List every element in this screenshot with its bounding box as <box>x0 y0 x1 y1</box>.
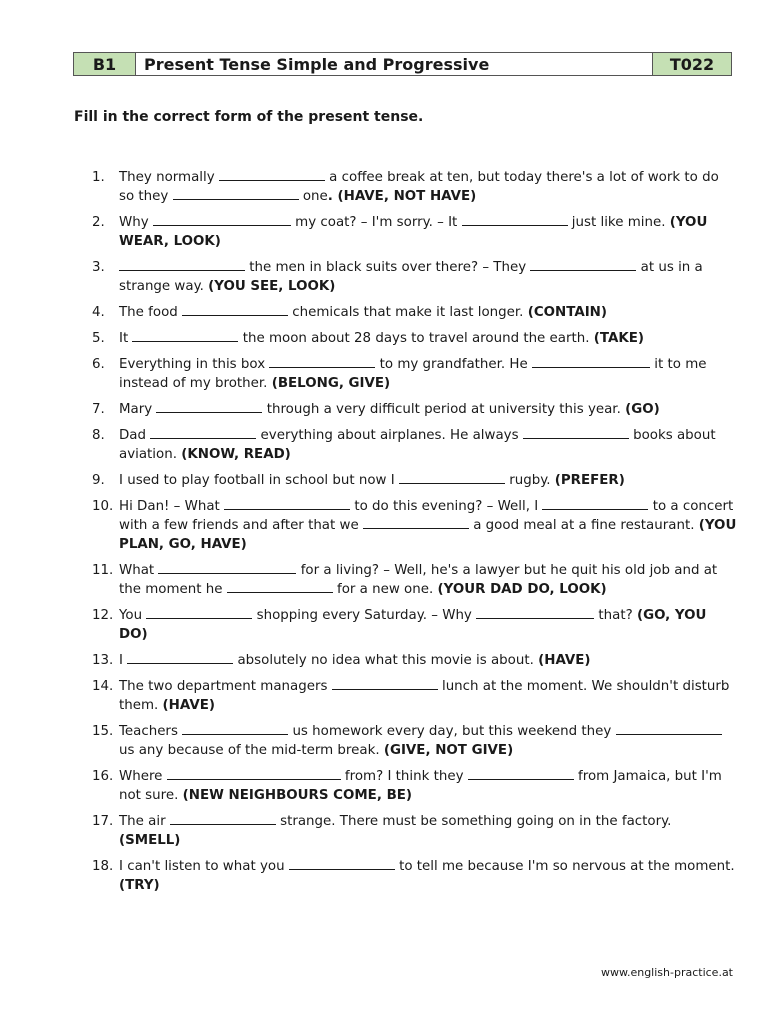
answer-blank[interactable] <box>182 303 288 316</box>
item-number: 14. <box>92 679 114 694</box>
verb-hint: (GO) <box>625 402 660 417</box>
answer-blank[interactable] <box>542 497 648 510</box>
answer-blank[interactable] <box>150 426 256 439</box>
item-number: 12. <box>92 608 114 623</box>
exercise-item <box>92 329 737 348</box>
item-text <box>119 812 737 850</box>
sentence-text: I used to play football in school but now I <box>119 473 399 488</box>
answer-blank[interactable] <box>167 767 341 780</box>
verb-hint: (TAKE) <box>593 331 644 346</box>
sentence-text: It <box>119 331 133 346</box>
sentence-text: absolutely no idea what this movie is about. <box>233 653 539 668</box>
exercise-item <box>92 561 737 599</box>
answer-blank[interactable] <box>399 471 505 484</box>
verb-hint: (YOU PLAN, GO, HAVE) <box>119 518 737 552</box>
item-number: 4. <box>92 305 105 320</box>
exercise-item <box>92 722 737 760</box>
sentence-text: books about aviation. <box>119 428 716 462</box>
answer-blank[interactable] <box>523 426 629 439</box>
answer-blank[interactable] <box>156 400 262 413</box>
item-text <box>119 677 737 715</box>
item-number: 7. <box>92 402 105 417</box>
sentence-text: it to me instead of my brother. <box>119 357 707 391</box>
answer-blank[interactable] <box>224 497 350 510</box>
level-badge: B1 <box>74 53 136 75</box>
sentence-text: You <box>119 608 147 623</box>
exercise-item <box>92 471 737 490</box>
sentence-text: the moon about 28 days to travel around the earth. <box>238 331 594 346</box>
footer-url: www.english-practice.at <box>600 966 733 979</box>
sentence-text: I can't listen to what you <box>119 859 289 874</box>
item-number: 3. <box>92 260 105 275</box>
sentence-text: for a new one. <box>332 582 438 597</box>
sentence-text: The air <box>119 814 170 829</box>
sentence-text: to my grandfather. He <box>375 357 533 372</box>
verb-hint: (GO, YOU DO) <box>119 608 707 642</box>
item-number: 18. <box>92 859 114 874</box>
worksheet-title: Present Tense Simple and Progressive <box>136 53 653 75</box>
sentence-text: Where <box>119 769 167 784</box>
sentence-text: to do this evening? – Well, I <box>350 499 543 514</box>
item-text <box>119 561 737 599</box>
item-text <box>119 329 737 348</box>
item-text <box>119 857 737 895</box>
answer-blank[interactable] <box>289 857 395 870</box>
sentence-text: Dad <box>119 428 151 443</box>
exercise-item <box>92 651 737 670</box>
sentence-text: the men in black suits over there? – They <box>245 260 531 275</box>
sentence-text: The food <box>119 305 183 320</box>
verb-hint: (HAVE) <box>538 653 591 668</box>
item-number: 9. <box>92 473 105 488</box>
sentence-text: just like mine. <box>567 215 670 230</box>
answer-blank[interactable] <box>158 561 296 574</box>
sentence-text: Hi Dan! – What <box>119 499 225 514</box>
answer-blank[interactable] <box>227 580 333 593</box>
answer-blank[interactable] <box>532 355 650 368</box>
item-text <box>119 471 737 490</box>
verb-hint: (KNOW, READ) <box>181 447 291 462</box>
answer-blank[interactable] <box>132 329 238 342</box>
answer-blank[interactable] <box>363 516 469 529</box>
answer-blank[interactable] <box>153 213 291 226</box>
sentence-text: The two department managers <box>119 679 332 694</box>
item-text <box>119 606 737 644</box>
sentence-text: I <box>119 653 128 668</box>
verb-hint: (CONTAIN) <box>527 305 608 320</box>
sentence-text: for a living? – Well, he's a lawyer but he quit his old job and at the moment he <box>119 563 718 597</box>
exercise-item <box>92 767 737 805</box>
sentence-text: shopping every Saturday. – Why <box>252 608 477 623</box>
verb-hint: (YOU WEAR, LOOK) <box>119 215 708 249</box>
sentence-text: What <box>119 563 159 578</box>
item-text <box>119 722 737 760</box>
item-number: 13. <box>92 653 114 668</box>
exercise-item <box>92 497 737 554</box>
sentence-text: everything about airplanes. He always <box>256 428 523 443</box>
exercise-item <box>92 857 737 895</box>
sentence-text: They normally <box>119 170 219 185</box>
exercise-item <box>92 426 737 464</box>
sentence-text: from? I think they <box>340 769 468 784</box>
item-text <box>119 258 737 296</box>
sentence-text: Everything in this box <box>119 357 270 372</box>
exercise-item <box>92 812 737 850</box>
answer-blank[interactable] <box>170 812 276 825</box>
sentence-text: strange. There must be something going on in the factory. <box>275 814 672 829</box>
answer-blank[interactable] <box>182 722 288 735</box>
verb-hint: (NEW NEIGHBOURS COME, BE) <box>182 788 413 803</box>
item-number: 15. <box>92 724 114 739</box>
verb-hint: (HAVE) <box>162 698 215 713</box>
item-text <box>119 426 737 464</box>
answer-blank[interactable] <box>530 258 636 271</box>
answer-blank[interactable] <box>119 258 245 271</box>
verb-hint: (PREFER) <box>554 473 625 488</box>
exercise-item <box>92 258 737 296</box>
verb-hint: (GIVE, NOT GIVE) <box>383 743 514 758</box>
answer-blank[interactable] <box>173 187 299 200</box>
item-text <box>119 497 737 554</box>
sentence-text: to a concert with a few friends and after that we <box>119 499 734 533</box>
exercise-item <box>92 213 737 251</box>
verb-hint: (BELONG, GIVE) <box>271 376 391 391</box>
exercise-item <box>92 168 737 206</box>
worksheet-code: T022 <box>653 53 731 75</box>
item-text <box>119 213 737 251</box>
answer-blank[interactable] <box>462 213 568 226</box>
sentence-text: my coat? – I'm sorry. – It <box>290 215 462 230</box>
item-number: 5. <box>92 331 105 346</box>
answer-blank[interactable] <box>219 168 325 181</box>
exercise-item <box>92 400 737 419</box>
exercise-list <box>92 168 737 902</box>
worksheet-header <box>73 52 732 76</box>
sentence-text: that? <box>594 608 637 623</box>
sentence-text: lunch at the moment. We shouldn't disturb them. <box>119 679 730 713</box>
item-text <box>119 168 737 206</box>
item-number: 10. <box>92 499 114 514</box>
item-number: 16. <box>92 769 114 784</box>
item-text <box>119 400 737 419</box>
answer-blank[interactable] <box>476 606 594 619</box>
exercise-item <box>92 303 737 322</box>
sentence-text: a coffee break at ten, but today there's a lot of work to do so they <box>119 170 719 204</box>
answer-blank[interactable] <box>468 767 574 780</box>
verb-hint: (SMELL) <box>119 833 181 848</box>
exercise-item <box>92 606 737 644</box>
item-text <box>119 355 737 393</box>
item-number: 17. <box>92 814 114 829</box>
verb-hint: (TRY) <box>119 878 160 893</box>
item-text <box>119 303 737 322</box>
item-text <box>119 767 737 805</box>
sentence-text: chemicals that make it last longer. <box>288 305 528 320</box>
answer-blank[interactable] <box>332 677 438 690</box>
sentence-text: at us in a strange way. <box>119 260 703 294</box>
answer-blank[interactable] <box>146 606 252 619</box>
sentence-text: us homework every day, but this weekend they <box>288 724 616 739</box>
item-text <box>119 651 737 670</box>
item-number: 8. <box>92 428 105 443</box>
sentence-text: Mary <box>119 402 157 417</box>
sentence-text: one <box>298 189 328 204</box>
sentence-text: Teachers <box>119 724 183 739</box>
sentence-text: from Jamaica, but I'm not sure. <box>119 769 722 803</box>
answer-blank[interactable] <box>127 651 233 664</box>
sentence-text: rugby. <box>504 473 555 488</box>
verb-hint: (YOUR DAD DO, LOOK) <box>437 582 607 597</box>
item-number: 2. <box>92 215 105 230</box>
exercise-item <box>92 677 737 715</box>
answer-blank[interactable] <box>616 722 722 735</box>
sentence-text: a good meal at a fine restaurant. <box>468 518 699 533</box>
item-number: 1. <box>92 170 105 185</box>
exercise-item <box>92 355 737 393</box>
item-number: 6. <box>92 357 105 372</box>
sentence-text: through a very difficult period at university this year. <box>262 402 626 417</box>
instruction: Fill in the correct form of the present tense. <box>74 109 424 125</box>
answer-blank[interactable] <box>269 355 375 368</box>
sentence-text: to tell me because I'm so nervous at the moment. <box>394 859 735 874</box>
sentence-text: us any because of the mid-term break. <box>119 743 384 758</box>
verb-hint: . (HAVE, NOT HAVE) <box>327 189 477 204</box>
sentence-text: Why <box>119 215 153 230</box>
item-number: 11. <box>92 563 114 578</box>
verb-hint: (YOU SEE, LOOK) <box>208 279 336 294</box>
